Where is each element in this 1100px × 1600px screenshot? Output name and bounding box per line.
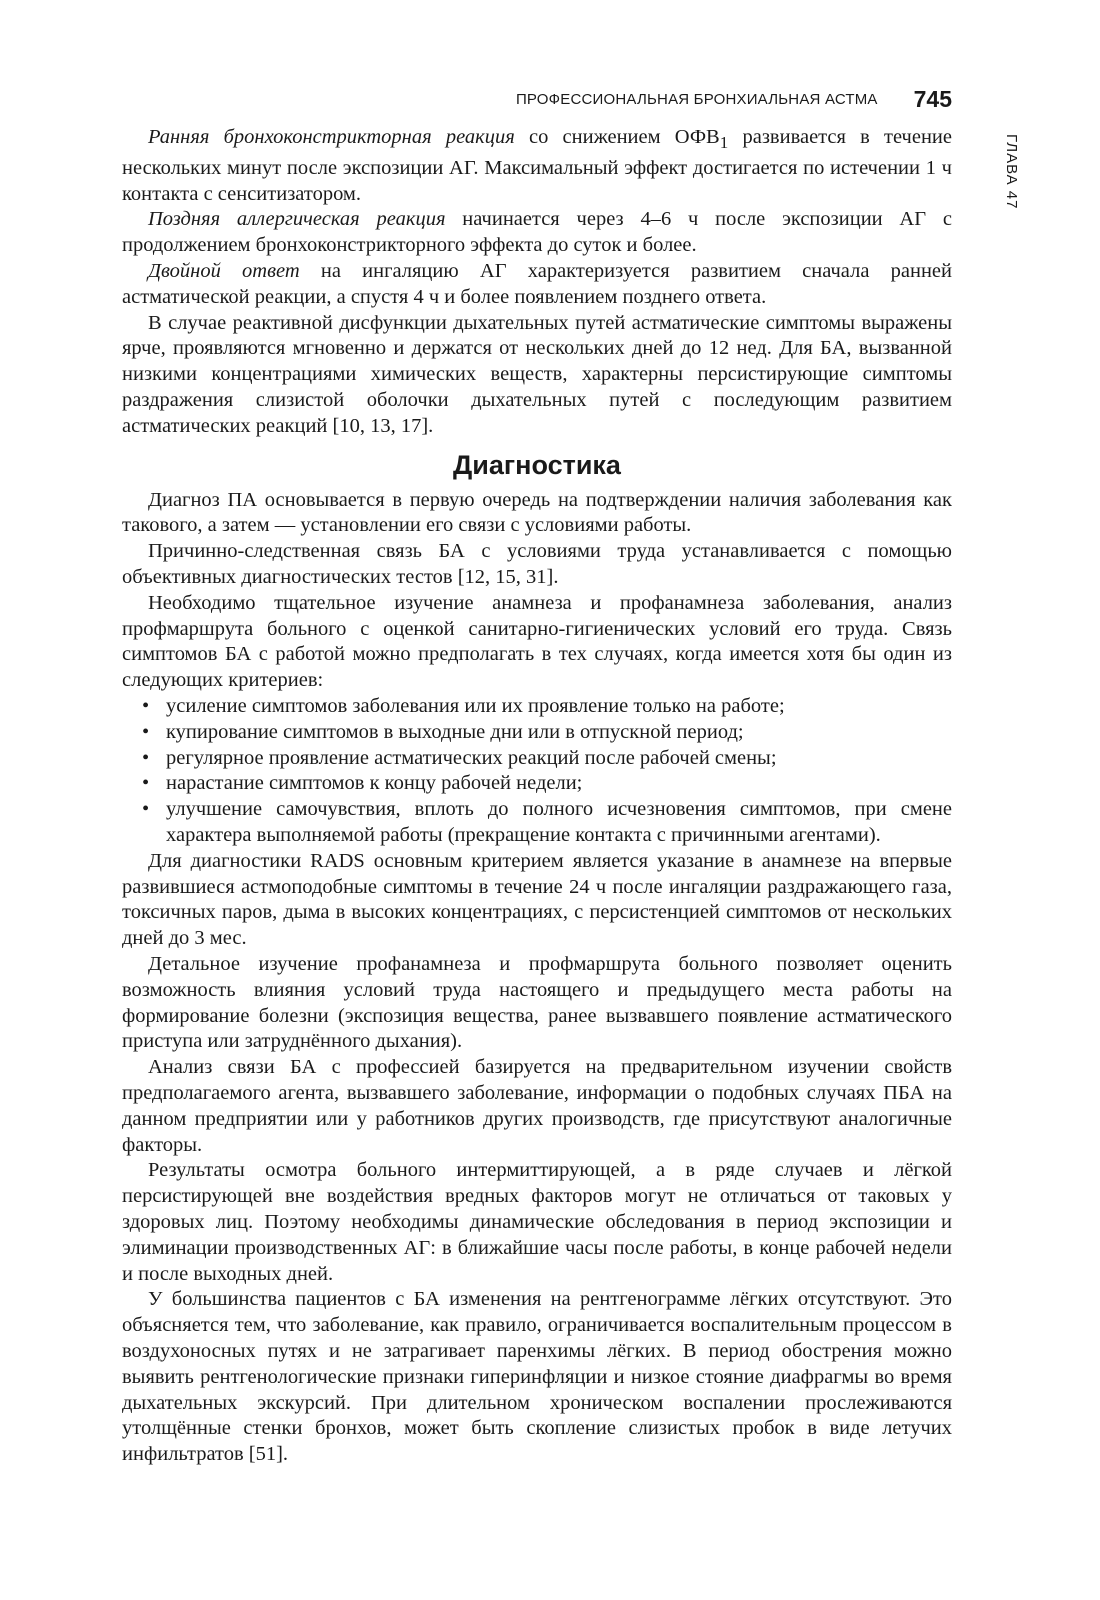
paragraph: Для диагностики RADS основным критерием является указание в анамнезе на впервые развившиеся астмоподобные симптомы в течение 24 ч после ингаляции раздражающего газа, токсичных паров, дыма в высоких концентрациях, с персистенцией симптомов от нескольких дней до 3 мес. xyxy=(122,849,952,950)
paragraph: У большинства пациентов с БА изменения на рентгенограмме лёгких отсутствуют. Это объясняется тем, что заболевание, как правило, ограничивается воспалительным процессом в воздухоносных путях и не затрагивает паренхимы лёгких. В период обострения можно выявить рентгенологические признаки гиперинфляции и низкое стояние диафрагмы во время дыхательных экскурсий. При длительном хроническом воспалении прослеживаются утолщённые стенки бронхов, может быть скопление слизистых пробок в виде летучих инфильтратов [51]. xyxy=(122,1288,952,1466)
paragraph-causal-link: Причинно-следственная связь БА с условиями труда устанавливается с помощью объективных диагностических тестов [12, 15, 31]. xyxy=(122,540,952,589)
bullet-icon: • xyxy=(142,720,150,743)
bullet-icon: • xyxy=(142,746,150,769)
page-header xyxy=(0,86,952,113)
list-item: • улучшение самочувствия, вплоть до полного исчезновения симптомов, при смене характера выполняемой работы (прекращение контакта с причинными агентами). xyxy=(142,798,952,847)
paragraph: Детальное изучение профанамнеза и профмаршрута больного позволяет оценить возможность влияния условий труда настоящего и предыдущего места работы на формирование болезни (экспозиция вещества, ранее вызвавшего появление астматического приступа или затруднённого дыхания). xyxy=(122,953,952,1053)
term-early-reaction: Ранняя бронхоконстрикторная реакция xyxy=(148,126,515,148)
paragraph-early-reaction: Ранняя бронхоконстрикторная реакция со снижением $ОФВ_1$ развивается в течение нескольких минут после экспозиции АГ. Максимальный эффект достигается по истечении 1 ч контакта с сенситизатором. xyxy=(122,126,952,205)
bullet-icon: • xyxy=(142,772,150,795)
list-item: • нарастание симптомов к концу рабочей недели; xyxy=(142,771,952,797)
page-body xyxy=(122,125,952,1468)
paragraph-late-reaction: Поздняя аллергическая реакция начинается через 4–6 ч после экспозиции АГ с продолжением бронхоконстрикторного эффекта до суток и более. xyxy=(122,208,952,257)
list-item: • регулярное проявление астматических реакций после рабочей смены; xyxy=(142,746,952,772)
paragraph-anamnesis: Необходимо тщательное изучение анамнеза и профанамнеза заболевания, анализ профмаршрута больного с оценкой санитарно-гигиенических условий его труда. Связь симптомов БА с работой можно предполагать в тех случаях, когда имеется хотя бы один из следующих критериев: xyxy=(122,591,952,692)
bullet-icon: • xyxy=(142,695,150,718)
list-item: • купирование симптомов в выходные дни или в отпускной период; xyxy=(142,720,952,746)
term-late-reaction: Поздняя аллергическая реакция xyxy=(148,208,446,231)
paragraph: Анализ связи БА с профессией базируется на предварительном изучении свойств предполагаемого агента, вызвавшего заболевание, информации о подобных случаях ПБА на данном предприятии или у работников других производств, где присутствуют аналогичные факторы. xyxy=(122,1056,952,1156)
running-title: ПРОФЕССИОНАЛЬНАЯ БРОНХИАЛЬНАЯ АСТМА xyxy=(515,91,878,108)
paragraph-rads: В случае реактивной дисфункции дыхательных путей астматические симптомы выражены ярче, проявляются мгновенно и держатся от нескольких дней до 12 нед. Для БА, вызванной низкими концентрациями химических веществ, характерны персистирующие симптомы раздражения слизистой оболочки дыхательных путей с последующим развитием астматических реакций [10, 13, 17]. xyxy=(122,311,952,437)
term-dual-response: Двойной ответ xyxy=(148,260,300,283)
paragraph: Результаты осмотра больного интермиттирующей, а в ряде случаев и лёгкой персистирующей вне воздействия вредных факторов могут не отличаться от таковых у здоровых лиц. Поэтому необходимы динамические обследования в период экспозиции и элиминации производственных АГ: в ближайшие часы после работы, в конце рабочей недели и после выходных дней. xyxy=(122,1159,952,1285)
page-number: 745 xyxy=(913,86,952,112)
paragraph-dual-response: Двойной ответ на ингаляцию АГ характеризуется развитием сначала ранней астматической реакции, а спустя 4 ч и более появлением позднего ответа. xyxy=(122,260,952,308)
list-item: • усиление симптомов заболевания или их проявление только на работе; xyxy=(142,694,952,720)
paragraph-diagnosis: Диагноз ПА основывается в первую очередь на подтверждении наличия заболевания как такового, а затем — установлении его связи с условиями работы. xyxy=(122,488,952,537)
bullet-icon: • xyxy=(142,798,150,821)
chapter-side-label: ГЛАВА 47 xyxy=(1003,134,1020,210)
section-title: Диагностика xyxy=(453,449,621,480)
criteria-list xyxy=(122,694,952,849)
